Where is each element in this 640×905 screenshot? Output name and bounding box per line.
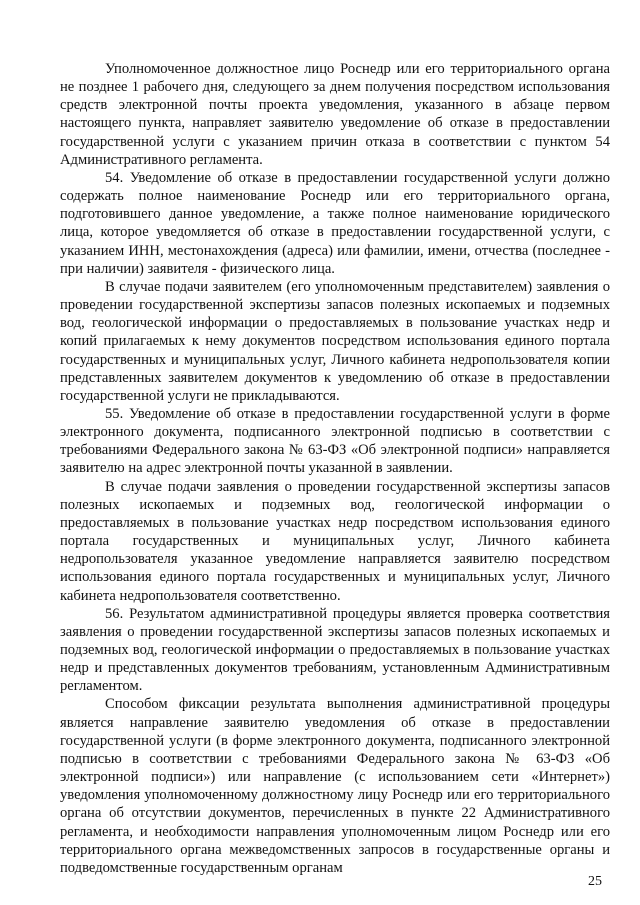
page-body-text (60, 60, 610, 877)
paragraph-56: 56. Результатом административной процедуры является проверка соответствия заявления о проведении государственной экспертизы запасов полезных ископаемых и подземных вод, геологической информации о предоставляемых в пользование участках недр и представленных документов требованиям, установленным Административным регламентом. (60, 605, 610, 695)
page-number: 25 (588, 874, 602, 889)
paragraph-54: 54. Уведомление об отказе в предоставлении государственной услуги должно содержать полное наименование Роснедр или его территориального органа, подготовившего данное уведомление, а также полное наименование юридического лица, которое уведомляется об отказе в предоставлении государственной услуги, с указанием ИНН, местонахождения (адреса) или фамилии, имени, отчества (последнее - при наличии) заявителя - физического лица. (60, 169, 610, 277)
paragraph-fixation-method: Способом фиксации результата выполнения административной процедуры является направление заявителю уведомления об отказе в предоставлении государственной услуги (в форме электронного документа, подписанного электронной подписью в соответствии с требованиями Федерального закона № 63-ФЗ «Об электронной подписи») или направление (с использованием сети «Интернет») уведомления уполномоченному должностному лицу Роснедр или его территориального органа об отсутствии документов, перечисленных в пункте 22 Административного регламента, и необходимости направления уполномоченным лицом Роснедр или его территориального органа межведомственных запросов в государственные органы и подведомственные государственным органам (60, 696, 610, 876)
paragraph-responsible-official: Уполномоченное должностное лицо Роснедр или его территориального органа не позднее 1 рабочего дня, следующего за днем получения посредством использования средств электронной почты проекта уведомления, указанного в абзаце первом настоящего пункта, направляет заявителю уведомление об отказе в предоставлении государственной услуги с указанием причин отказа в соответствии с пунктом 54 Административного регламента. (60, 61, 610, 168)
paragraph-55: 55. Уведомление об отказе в предоставлении государственной услуги в форме электронного документа, подписанного электронной подписью в соответствии с требованиями Федерального закона № 63-ФЗ «Об электронной подписи» направляется заявителю на адрес электронной почты указанной в заявлении. (60, 405, 610, 477)
paragraph-portal-submission-copies: В случае подачи заявителем (его уполномоченным представителем) заявления о проведении государственной экспертизы запасов полезных ископаемых и подземных вод, геологической информации о предоставляемых в пользование участках недр и копий прилагаемых к нему документов посредством использования единого портала государственных и муниципальных услуг, Личного кабинета недропользователя копии представленных заявителем документов к уведомлению об отказе в предоставлении государственной услуги не прикладываются. (60, 278, 610, 404)
paragraph-portal-submission-notice: В случае подачи заявления о проведении государственной экспертизы запасов полезных ископаемых и подземных вод, геологической информации о предоставляемых в пользование участках недр посредством использования единого портала государственных и муниципальных услуг, Личного кабинета недропользователя указанное уведомление направляется заявителю посредством использования единого портала государственных и муниципальных услуг, Личного кабинета недропользователя соответственно. (60, 478, 610, 604)
